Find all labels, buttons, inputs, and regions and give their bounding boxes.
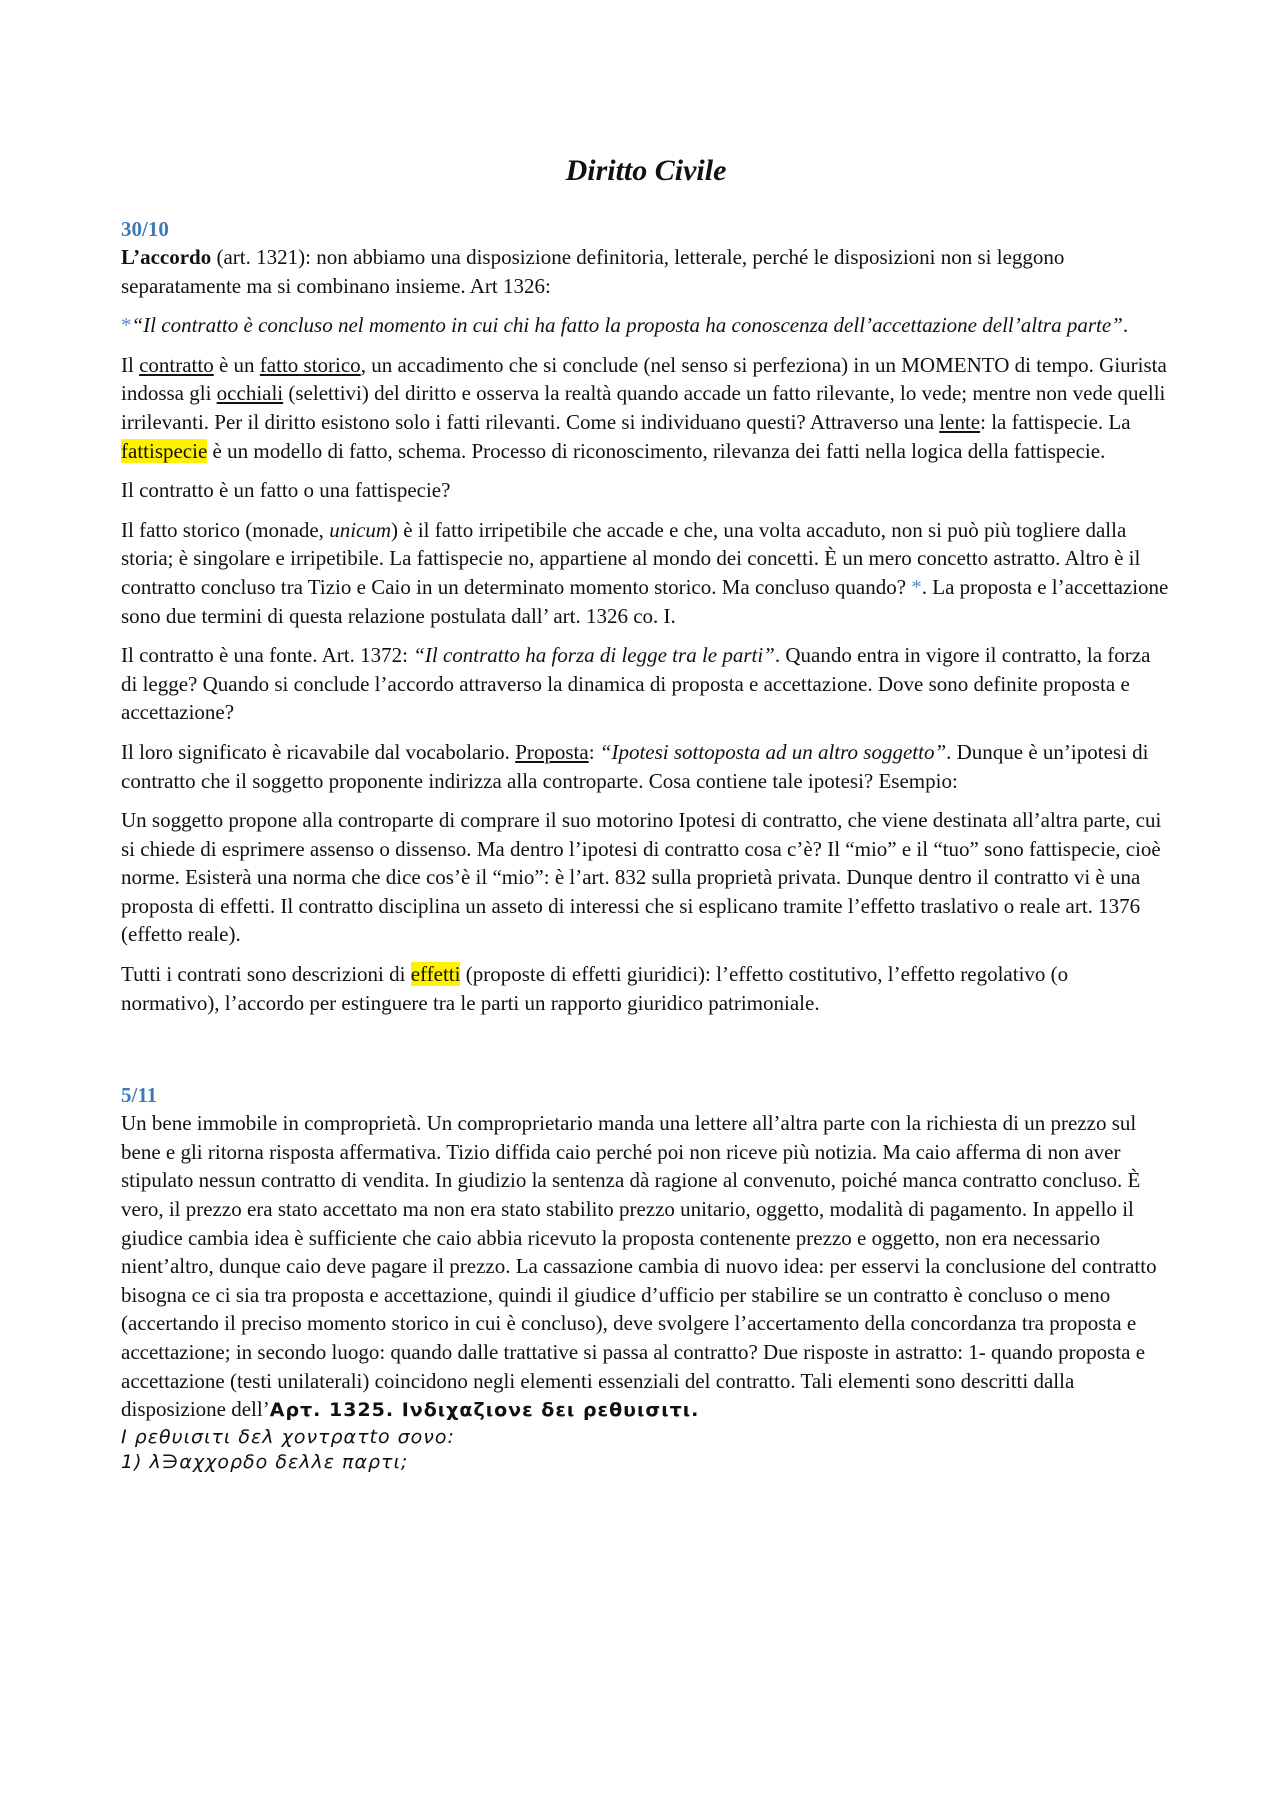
document-page xyxy=(121,145,1171,1475)
asterisk-marker: * xyxy=(911,574,922,599)
paragraph: Un soggetto propone alla controparte di comprare il suo motorino Ipotesi di contratto, che viene destinata all’altra parte, cui si chiede di esprimere assenso o dissenso. Ma dentro l’ipotesi di contratto cosa c’è? Il “mio” e il “tuo” sono fattispecie, cioè norme. Esisterà una norma che dice cos’è il “mio”: è l’art. 832 sulla proprietà privata. Dunque dentro il contratto vi è una proposta di effetti. Il contratto disciplina un asseto di interessi che si esplicano tramite l’effetto traslativo o reale art. 1376 (effetto reale). xyxy=(121,808,1162,947)
underlined-term: fatto storico xyxy=(259,352,361,377)
asterisk-marker: * xyxy=(121,313,132,338)
paragraph: Il contratto è un fatto storico, un accadimento che si conclude (nel senso si perfeziona) in un MOMENTO di tempo. Giurista indossa gli occhiali (selettivi) del diritto e osserva la realtà quando accade un fatto rilevante, lo vede; mentre non vede quelli irrilevanti. Per il diritto esistono solo i fatti rilevanti. Come si individuano questi? Attraverso una lente: la fattispecie. La fattispecie è un modello di fatto, schema. Processo di riconoscimento, rilevanza dei fatti nella logica della fattispecie. xyxy=(121,352,1167,463)
quote-text: “Ipotesi sottoposta ad un altro soggetto” xyxy=(599,739,947,764)
quote-text: “Il contratto ha forza di legge tra le parti” xyxy=(413,643,775,668)
section-date: 30/10 xyxy=(121,217,169,241)
symbol-font-line: 1) λ∋αχχορδο δελλε παρτι; xyxy=(121,1450,409,1473)
lead-term: L’accordo xyxy=(121,245,212,269)
paragraph: Tutti i contrati sono descrizioni di effetti (proposte di effetti giuridici): l’effetto costitutivo, l’effetto regolativo (o normativo), l’accordo per estinguere tra le parti un rapporto giuridico patrimoniale. xyxy=(121,962,1069,1015)
italic-term: unicum xyxy=(329,517,392,542)
underlined-term: lente xyxy=(939,409,981,434)
paragraph: Il contratto è un fatto o una fattispecie? xyxy=(121,478,451,503)
highlighted-term: fattispecie xyxy=(121,438,208,463)
underlined-term: contratto xyxy=(139,352,214,377)
underlined-term: Proposta xyxy=(515,739,589,764)
paragraph: Il fatto storico (monade, unicum) è il fatto irripetibile che accade e che, una volta accaduto, non si può più togliere dalla storia; è singolare e irripetibile. La fattispecie no, appartiene al mondo dei concetti. È un mero concetto astratto. Altro è il contratto concluso tra Tizio e Caio in un determinato momento storico. Ma concluso quando? *. La proposta e l’accettazione sono due termini di questa relazione postulata dall’ art. 1326 co. I. xyxy=(121,517,1169,628)
symbol-font-line: Ι ρεθυισιτι δελ χοντρατto σονο: xyxy=(121,1425,455,1448)
paragraph: Un bene immobile in comproprietà. Un comproprietario manda una lettere all’altra parte con la richiesta di un prezzo sul bene e gli ritorna risposta affermativa. Tizio diffida caio perché poi non riceve più notizia. Ma caio afferma di non aver stipulato nessun contratto di vendita. In giudizio la sentenza dà ragione al convenuto, poiché manca contratto concluso. È vero, il prezzo era stato accettato ma non era stato stabilito prezzo unitario, oggetto, modalità di pagamento. In appello il giudice cambia idea è sufficiente che caio abbia ricevuto la proposta contenente prezzo e oggetto, non era necessario nient’altro, dunque caio deve pagare il prezzo. La cassazione cambia di nuovo idea: per esservi la conclusione del contratto bisogna ce ci sia tra proposta e accettazione, quindi il giudice d’ufficio per stabilire se un contratto è concluso o meno (accertando il preciso momento storico in cui è concluso), deve svolgere l’accertamento della concordanza tra proposta e accettazione; in secondo luogo: quando dalle trattative si passa al contratto? Due risposte in astratto: 1- quando proposta e accettazione (testi unilaterali) coincidono negli elementi essenziali del contratto. Tali elementi sono descritti dalla disposizione dell’Αρτ. 1325. Ινδιχαζιονε δει ρεθυισιτι. Ι ρεθυισιτι δελ χοντρατto σονο: 1) λ∋αχχορδο δελλε παρτι; xyxy=(121,1109,1171,1475)
paragraph: Il contratto è una fonte. Art. 1372: “Il contratto ha forza di legge tra le parti”. Quando entra in vigore il contratto, la forza di legge? Quando si conclude l’accordo attraverso la dinamica di proposta e accettazione. Dove sono definite proposta e accettazione? xyxy=(121,643,1151,725)
paragraph: Il loro significato è ricavabile dal vocabolario. Proposta: “Ipotesi sottoposta ad un altro soggetto”. Dunque è un’ipotesi di contratto che il soggetto proponente indirizza alla controparte. Cosa contiene tale ipotesi? Esempio: xyxy=(121,739,1149,793)
section-date: 5/11 xyxy=(121,1083,158,1108)
underlined-term: occhiali xyxy=(216,381,284,406)
document-title: Diritto Civile xyxy=(565,154,727,187)
paragraph: L’accordo (art. 1321): non abbiamo una disposizione definitoria, letterale, perché le disposizioni non si leggono separatamente ma si combinano insieme. Art 1326: xyxy=(121,245,1065,298)
quote-paragraph: *“Il contratto è concluso nel momento in cui chi ha fatto la proposta ha conoscenza dell’accettazione dell’altra parte”. xyxy=(121,313,1129,338)
section-spacer xyxy=(121,1028,1171,1081)
symbol-font-heading: Αρτ. 1325. Ινδιχαζιονε δει ρεθυισιτι. xyxy=(269,1399,700,1422)
highlighted-term: effetti xyxy=(410,962,461,987)
quote-text: “Il contratto è concluso nel momento in cui chi ha fatto la proposta ha conoscenza dell’accettazione dell’altra parte” xyxy=(131,313,1123,338)
